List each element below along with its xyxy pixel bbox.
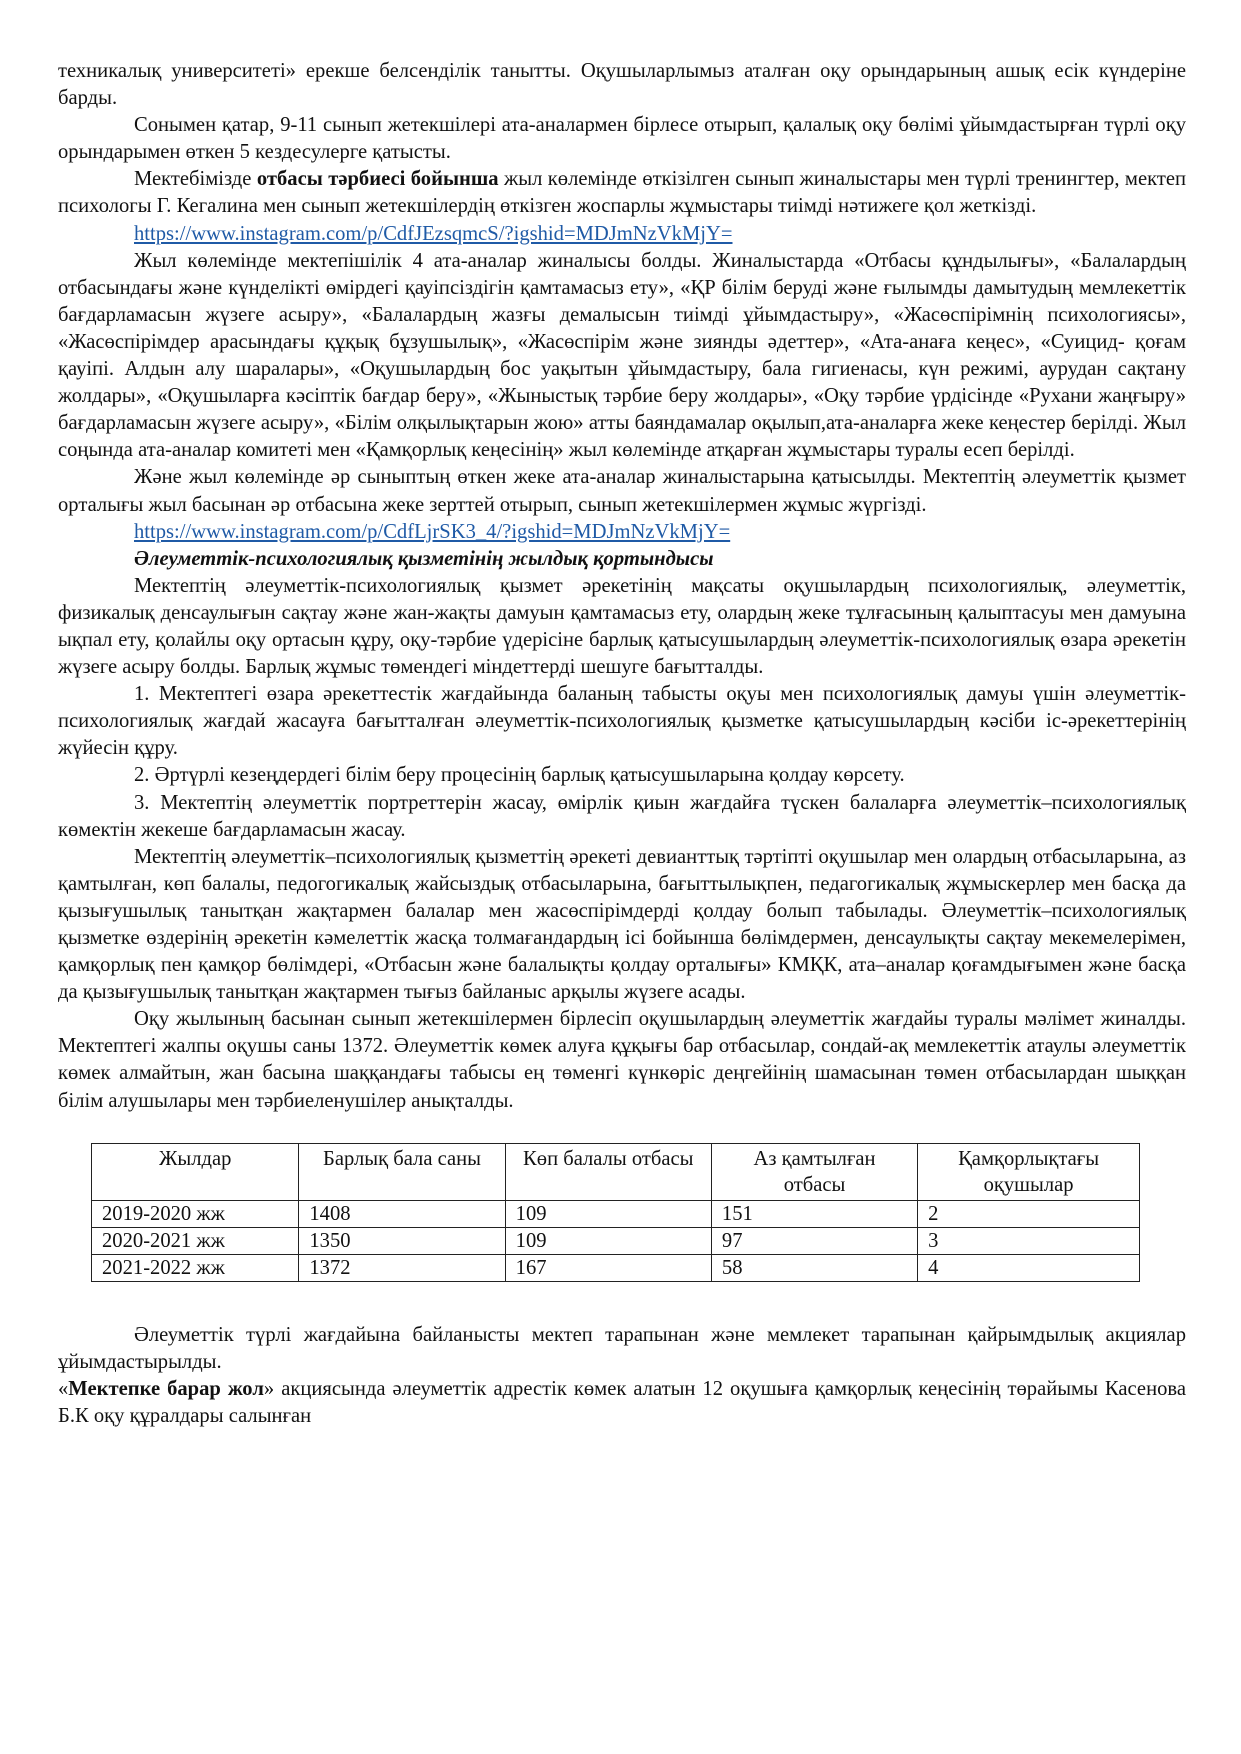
column-header-total-children: Барлық бала саны — [299, 1143, 505, 1200]
table-cell: 97 — [711, 1227, 917, 1254]
table-cell: 1372 — [299, 1254, 505, 1281]
paragraph-road-to-school — [58, 1376, 1186, 1430]
paragraph-service-activity: Мектептің әлеуметтік–психологиялық қызметтің әрекеті девианттық тәртіпті оқушылар мен олардың отбасыларына, аз қамтылған, көп балалы, педогогикалық жайсыздық отбасыларына, бағыттылықпен, педагогикалық жұмыскерлер мен басқа да қызығушылық танытқан жақтармен балалар мен жасөспірімдерді қолдау болып табылады. Әлеуметтік–психологиялық қызметке өздерінің әрекетін кәмелеттік жасқа толмағандардың ісі бойынша бөлімдермен, денсаулықты сақтау мекемелерімен, қамқорлық пен қамқор бөлімдері, «Отбасын және балалықты қолдау орталығы» КМҚК, ата–аналар қоғамдығымен және басқа да қызығушылық танытқан жақтармен тығыз байланыс арқылы жүзеге асады. — [58, 845, 1186, 1004]
social-status-table — [91, 1143, 1140, 1282]
link-paragraph — [58, 519, 1186, 546]
table-row — [92, 1254, 1140, 1281]
table-cell: 3 — [918, 1227, 1140, 1254]
paragraph-individual-meetings: Және жыл көлемінде әр сыныптың өткен жеке ата-аналар жиналыстарына қатысылды. Мектептің әлеуметтік қызмет орталығы жыл басынан әр отбасына жеке зерттей отырып, сынып жетекшілермен жұмыс жүргізді. — [58, 466, 1186, 516]
paragraph-continued: техникалық университеті» ерекше белсенділік танытты. Оқушыларлымыз аталған оқу орындарының ашық есік күндеріне барды. — [58, 60, 1186, 110]
text-span: « — [58, 1377, 69, 1400]
list-item: 3. Мектептің әлеуметтік портреттерін жасау, өмірлік қиын жағдайға түскен балаларға әлеуметтік–психологиялық көмектін жекеше бағдарламасын жасау. — [58, 791, 1186, 841]
paragraph-social-data: Оқу жылының басынан сынып жетекшілермен бірлесіп оқушылардың әлеуметтік жағдайы туралы мәлімет жиналды. Мектептегі жалпы оқушы саны 1372. Әлеуметтік көмек алуға құқығы бар отбасылар, сондай-ақ мемлекеттік атаулы әлеуметтік көмек алмайтын, жан басына шаққандағы табысы ең төменгі күнкөріс деңгейінің шамасынан төмен отбасылардан шыққан білім алушылары мен тәрбиеленушілер анықталды. — [58, 1008, 1186, 1112]
bold-text: Мектепке барар жол — [68, 1377, 264, 1400]
column-header-years: Жылдар — [92, 1143, 299, 1200]
table-cell: 2 — [918, 1200, 1140, 1227]
table-cell: 109 — [505, 1200, 711, 1227]
table-cell: 2021-2022 жж — [92, 1254, 299, 1281]
table-cell: 58 — [711, 1254, 917, 1281]
table-header-row — [92, 1143, 1140, 1200]
paragraph-parent-meetings: Жыл көлемінде мектепішілік 4 ата-аналар жиналысы болды. Жиналыстарда «Отбасы құндылығы», «Балалардың отбасындағы және күнделікті өмірдегі қауіпсіздігін қамтамасыз ету», «ҚР білім беруді және ғылымды дамытудың мемлекеттік бағдарламасын жүзеге асыру», «Балалардың жазғы демалысын тиімді ұйымдастыру», «Жасөспірімнің психологиясы», «Жасөспірімдер арасындағы құқық бұзушылық», «Жасөспірім және зиянды әдеттер», «Ата-анаға кеңес», «Суицид- қоғам қауіпі. Алдын алу шаралары», «Оқушылардың бос уақытын ұйымдастыру, бала гигиенасы, күн режимі, аурудан сақтану жолдары», «Оқушыларға кәсіптік бағдар беру», «Жыныстық тәрбие беру жолдары», «Оқу тәрбие үрдісінде «Рухани жаңғыру» бағдарламасын жүзеге асыру», «Білім олқылықтарын жою» атты баяндамалар оқылып,ата-аналарға жеке кеңестер берілді. Жыл соңында ата-аналар комитеті мен «Қамқорлық кеңесінің» жыл көлемінде атқарған жұмыстары туралы есеп берілді. — [58, 249, 1186, 462]
link-paragraph — [58, 221, 1186, 248]
list-item: 1. Мектептегі өзара әрекеттестік жағдайында баланың табысты оқуы мен психологиялық дамуы үшін әлеуметтік-психологиялық жағдай жасауға бағытталған әлеуметтік-психологиялық қызметке қатысушылардың кәсіби іс-әрекеттерінің жүйесін құру. — [58, 683, 1186, 760]
list-item: 2. Әртүрлі кезеңдердегі білім беру процесінің барлық қатысушыларына қолдау көрсету. — [134, 764, 905, 787]
text-span: Мектебімізде — [134, 168, 257, 191]
column-header-under-care: Қамқорлықтағы оқушылар — [918, 1143, 1140, 1200]
instagram-link-2[interactable]: https://www.instagram.com/p/CdfLjrSK3_4/?igshid=MDJmNzVkMjY= — [134, 520, 731, 543]
bold-text: отбасы тәрбиесі бойынша — [256, 168, 499, 191]
table-row — [92, 1227, 1140, 1254]
table-cell: 2020-2021 жж — [92, 1227, 299, 1254]
table-cell: 1408 — [299, 1200, 505, 1227]
paragraph-family-education — [58, 166, 1186, 220]
text-span: » акциясында әлеуметтік адрестік көмек алатын 12 оқушыға қамқорлық кеңесінің төрайымы Касенова Б.К оқу құралдары салынған — [58, 1377, 1186, 1427]
text-span: жыл көлемінде өткізілген сынып жиналыстары мен түрлі тренингтер, мектеп психологы Г. Кегалина мен сынып жетекшілердің өткізген жоспарлы жұмыстары тиімді нәтижеге қол жеткізді. — [58, 168, 1186, 218]
table-cell: 109 — [505, 1227, 711, 1254]
table-row — [92, 1200, 1140, 1227]
table-cell: 4 — [918, 1254, 1140, 1281]
paragraph-meetings: Сонымен қатар, 9-11 сынып жетекшілері ата-аналармен бірлесе отырып, қалалық оқу бөлімі ұйымдастырған түрлі оқу орындарымен өткен 5 кездесулерге қатысты. — [58, 114, 1186, 164]
table-cell: 1350 — [299, 1227, 505, 1254]
section-heading: Әлеуметтік-психологиялық қызметінің жылдық қортындысы — [134, 547, 714, 570]
table-cell: 151 — [711, 1200, 917, 1227]
column-header-large-families: Көп балалы отбасы — [505, 1143, 711, 1200]
column-header-low-income: Аз қамтылған отбасы — [711, 1143, 917, 1200]
instagram-link-1[interactable]: https://www.instagram.com/p/CdfJEzsqmcS/?igshid=MDJmNzVkMjY= — [134, 222, 733, 245]
paragraph-charity: Әлеуметтік түрлі жағдайына байланысты мектеп тарапынан және мемлекет тарапынан қайрымдылық акциялар ұйымдастырылды. — [58, 1323, 1186, 1373]
paragraph-purpose: Мектептің әлеуметтік-психологиялық қызмет әрекетінің мақсаты оқушылардың психологиялық, әлеуметтік, физикалық денсаулығын сақтау және жан-жақты дамуын қамтамасыз ету, олардың жеке тұлғасының қалыптасуы мен дамуына ықпал ету, қолайлы оқу ортасын құру, оқу-тәрбие үдерісіне барлық қатысушылардың әлеуметтік-психологиялық өзара әрекетін жүзеге асыру болды. Барлық жұмыс төмендегі міндеттерді шешуге бағытталды. — [58, 574, 1186, 679]
table-cell: 2019-2020 жж — [92, 1200, 299, 1227]
table-cell: 167 — [505, 1254, 711, 1281]
